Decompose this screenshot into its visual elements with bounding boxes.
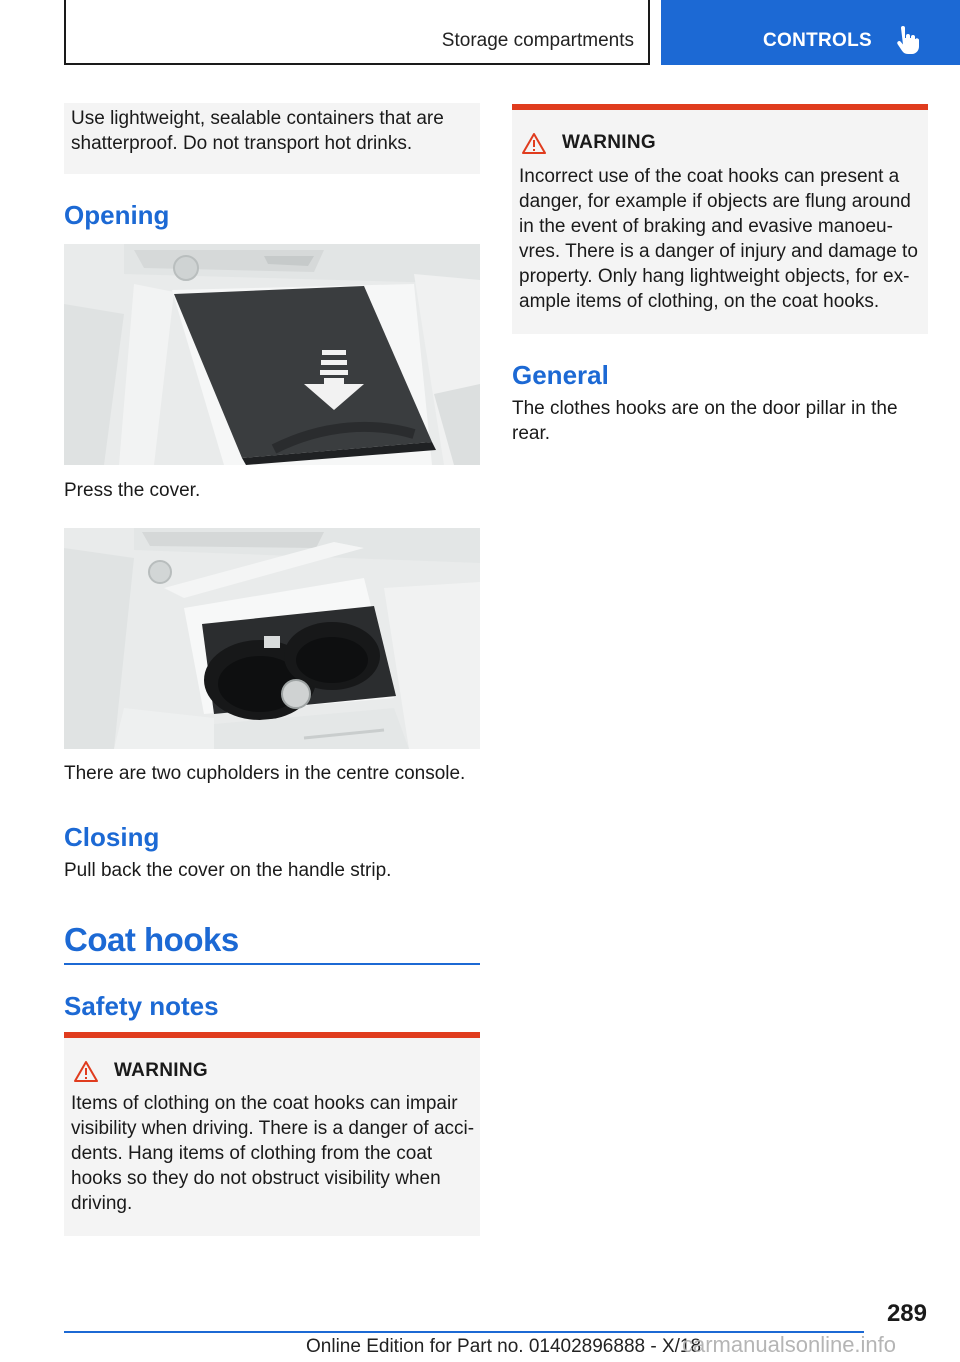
console-cover-illustration [64,244,480,465]
page-number: 289 [886,1300,927,1327]
opening-heading: Opening [64,200,170,230]
right-warning-note [512,104,928,334]
warning-label: WARNING [114,1060,208,1081]
general-heading: General [512,360,609,390]
coat-hooks-rule [64,963,480,965]
pointing-hand-icon [894,26,920,54]
header-section-box [64,0,650,65]
footer-edition: Online Edition for Part no. 01402896888 - X/18 [306,1336,702,1357]
warning-label: WARNING [562,132,656,153]
left-warning-note [64,1032,480,1236]
warning-bar [512,104,928,110]
warning-title-row [522,132,656,154]
warning-bar [64,1032,480,1038]
left-warning-text: Items of clothing on the coat hooks can impair visibility when driving. There is a danger of acci-dents. Hang items of clothing from the coat hooks so they do not obstruct visibility when driving. [71,1093,475,1214]
footer-watermark: carmanualsonline.info [682,1332,897,1357]
safety-notes-heading: Safety notes [64,991,219,1021]
warning-triangle-icon [74,1060,98,1082]
cupholders-illustration [64,528,480,749]
intro-note-text: Use lightweight, sealable containers that are shatterproof. Do not transport hot drinks. [71,108,444,154]
console-cover-image [64,244,480,465]
header-chapter-tab [661,0,960,65]
warning-title-row [74,1060,208,1082]
coat-hooks-heading: Coat hooks [64,921,239,958]
right-warning-text: Incorrect use of the coat hooks can present a danger, for example if objects are flung around in the event of braking and evasive manoeu-vres. There is a danger of injury and damage to property. Only hang lightweight objects, for ex-ample items of clothing, on the coat hooks. [519,166,918,312]
closing-heading: Closing [64,822,160,852]
image2-caption: There are two cupholders in the centre console. [64,763,466,784]
closing-text: Pull back the cover on the handle strip. [64,860,392,881]
header-chapter-title: CONTROLS [763,30,873,51]
cupholders-image [64,528,480,749]
general-text: The clothes hooks are on the door pillar in the rear. [512,398,898,444]
intro-note [64,103,480,174]
warning-triangle-icon [522,132,546,154]
header-section-title: Storage compartments [441,30,634,51]
image1-caption: Press the cover. [64,480,201,501]
